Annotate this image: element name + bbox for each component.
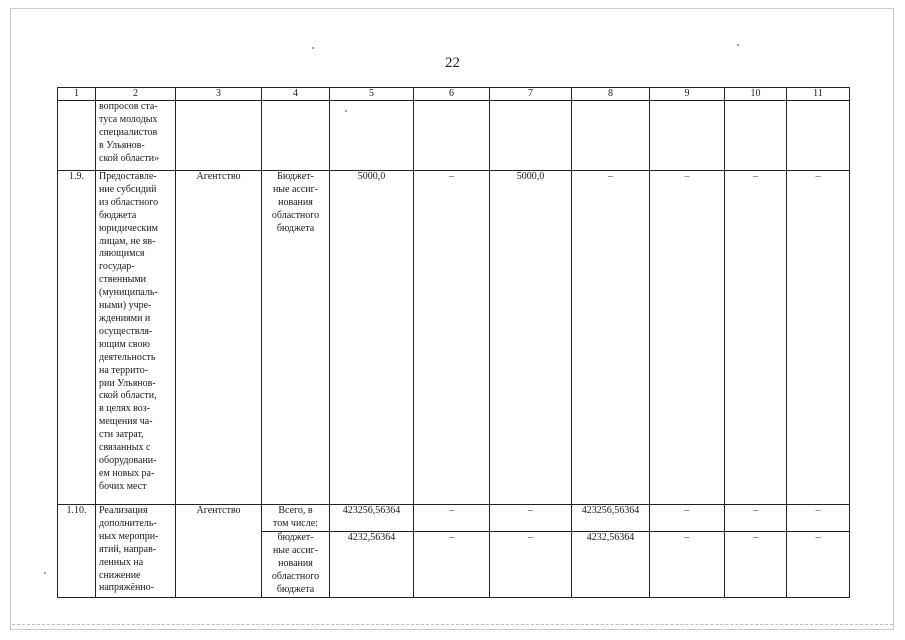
amount-cell: –: [490, 505, 572, 532]
amount-cell: –: [414, 171, 490, 505]
amount-cell: –: [725, 532, 787, 598]
table-row-1-9: [58, 171, 850, 505]
budget-table: [57, 87, 850, 598]
header-cell: 2: [96, 88, 176, 101]
header-cell: 11: [787, 88, 850, 101]
item-name-cell: вопросов ста- туса молодых специалистов в Ульянов- ской области»: [96, 101, 176, 171]
header-cell: 5: [330, 88, 414, 101]
amount-cell: 4232,56364: [330, 532, 414, 598]
amount-cell: 4232,56364: [572, 532, 650, 598]
table-header-row: [58, 88, 850, 101]
header-cell: 1: [58, 88, 96, 101]
item-name-cell: Предоставле- ние субсидий из областного бюджета юридическим лицам, не яв- ляющимся государ- ственными (муниципаль- ными) учре- ждениями и осуществля- ющим свою деятельность на террито- рии Ульянов- ской области, в целях воз- мещения ча- сти затрат, связанных с оборудовани- ем новых ра- бочих мест: [96, 171, 176, 505]
amount-cell: 5000,0: [490, 171, 572, 505]
header-cell: 3: [176, 88, 262, 101]
scan-edge-line: [12, 624, 893, 625]
header-cell: 9: [650, 88, 725, 101]
amount-cell: –: [572, 171, 650, 505]
item-number: 1.9.: [58, 171, 96, 505]
funding-source-cell: Бюджет- ные ассиг- нования областного бюджета: [262, 171, 330, 505]
header-cell: 4: [262, 88, 330, 101]
funding-source-cell: Всего, в том числе:: [262, 505, 330, 532]
amount-cell: –: [414, 505, 490, 532]
item-name-cell: Реализация дополнитель- ных меропри- ятий, направ- ленных на снижение напряжённо-: [96, 505, 176, 598]
amount-cell: –: [787, 171, 850, 505]
table-row-continuation: [58, 101, 850, 171]
amount-cell: –: [650, 171, 725, 505]
amount-cell: 423256,56364: [572, 505, 650, 532]
funding-source-cell: бюджет- ные ассиг- нования областного бюджета: [262, 532, 330, 598]
scan-speck: [312, 47, 314, 49]
amount-cell: 423256,56364: [330, 505, 414, 532]
header-cell: 8: [572, 88, 650, 101]
amount-cell: –: [650, 505, 725, 532]
scan-speck: [44, 572, 46, 574]
scan-speck: [737, 44, 739, 46]
amount-cell: –: [414, 532, 490, 598]
amount-cell: –: [490, 532, 572, 598]
scan-speck: [345, 110, 347, 112]
table-row-1-10-total: [58, 505, 850, 532]
executor-cell: Агентство: [176, 171, 262, 505]
executor-cell: Агентство: [176, 505, 262, 598]
amount-cell: –: [787, 505, 850, 532]
header-cell: 7: [490, 88, 572, 101]
amount-cell: –: [725, 171, 787, 505]
amount-cell: –: [787, 532, 850, 598]
amount-cell: –: [725, 505, 787, 532]
page-number: 22: [445, 55, 460, 71]
header-cell: 6: [414, 88, 490, 101]
header-cell: 10: [725, 88, 787, 101]
amount-cell: –: [650, 532, 725, 598]
item-number: 1.10.: [58, 505, 96, 598]
amount-cell: 5000,0: [330, 171, 414, 505]
